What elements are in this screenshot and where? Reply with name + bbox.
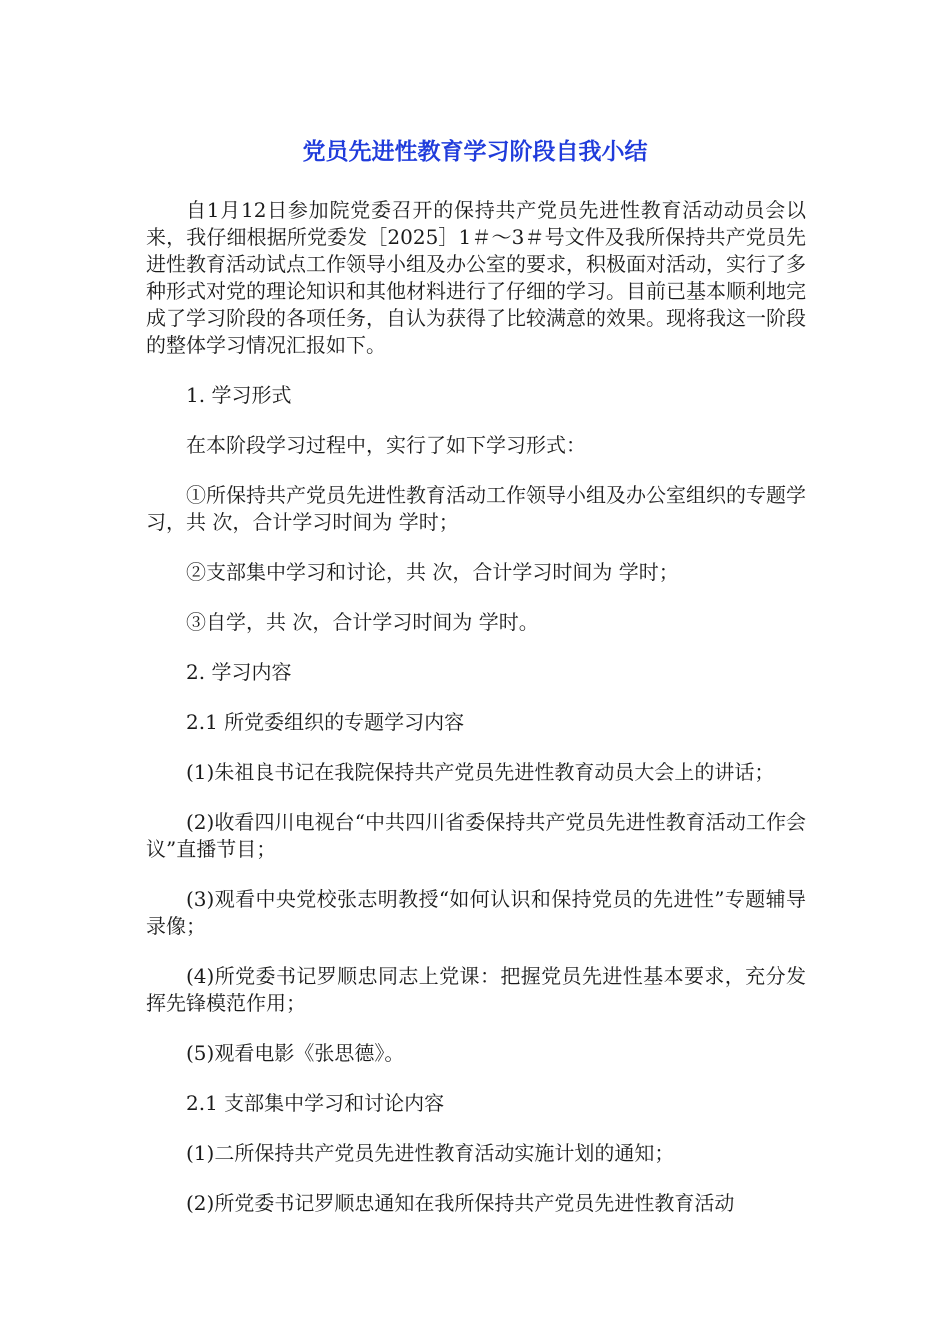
list-item-content-5: (5)观看电影《张思德》。 [186,1041,405,1065]
paragraph-intro: 自1月12日参加院党委召开的保持共产党员先进性教育活动动员会以来，我仔细根据所党委发［2025］1＃～3＃号文件及我所保持共产党员先进性教育活动试点工作领导小组及办公室的要求，积极面对活动，实行了多种形式对党的理论知识和其他材料进行了仔细的学习。目前已基本顺利地完成了学习阶段的各项任务，自认为获得了比较满意的效果。现将我这一阶段的整体学习情况汇报如下。 [146,198,806,357]
list-item-form-2: ②支部集中学习和讨论，共 次，合计学习时间为 学时； [186,560,679,584]
subsection-heading-2-1: 2.1 所党委组织的专题学习内容 [186,710,465,734]
subsection-heading-2-1b: 2.1 支部集中学习和讨论内容 [186,1091,445,1115]
list-item-form-1: ①所保持共产党员先进性教育活动工作领导小组及办公室组织的专题学习，共 次，合计学习时间为 学时； [146,483,806,534]
list-item-discussion-1: (1)二所保持共产党员先进性教育活动实施计划的通知； [186,1141,675,1165]
list-item-content-4: (4)所党委书记罗顺忠同志上党课：把握党员先进性基本要求，充分发挥先锋模范作用； [146,964,806,1015]
section-heading-1: 1. 学习形式 [186,383,292,407]
paragraph-study-forms: 在本阶段学习过程中，实行了如下学习形式： [186,433,586,457]
document-body [146,197,806,1217]
list-item-discussion-2: (2)所党委书记罗顺忠通知在我所保持共产党员先进性教育活动 [186,1191,735,1215]
list-item-content-2: (2)收看四川电视台“中共四川省委保持共产党员先进性教育活动工作会议”直播节目； [146,810,806,861]
section-heading-2: 2. 学习内容 [186,660,292,684]
list-item-content-3: (3)观看中央党校张志明教授“如何认识和保持党员的先进性”专题辅导录像； [146,887,806,938]
document-title: 党员先进性教育学习阶段自我小结 [302,139,648,165]
list-item-form-3: ③自学，共 次，合计学习时间为 学时。 [186,610,539,634]
list-item-content-1: (1)朱祖良书记在我院保持共产党员先进性教育动员大会上的讲话； [186,760,775,784]
